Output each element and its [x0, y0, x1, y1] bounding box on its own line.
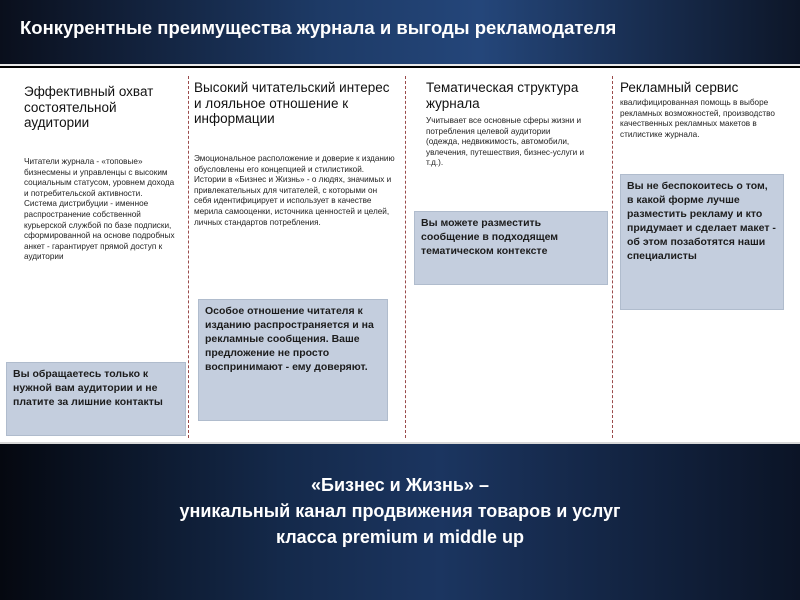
slide-header — [0, 0, 800, 66]
column-4-title: Рекламный сервис — [620, 80, 739, 95]
slide-content — [0, 68, 800, 442]
column-2-title: Высокий читательский интерес и лояльное отношение к информации — [194, 80, 390, 126]
footer-line-2: уникальный канал продвижения товаров и услуг — [179, 501, 621, 521]
column-3-callout: Вы можете разместить сообщение в подходящем тематическом контексте — [414, 211, 608, 285]
column-2-description — [194, 154, 396, 228]
footer-line-3: класса premium и middle up — [275, 527, 524, 547]
column-3-paragraph: Учитывает все основные сферы жизни и потребления целевой аудитории (одежда, недвижимость, автомобили, увлечения, путешествия, бизнес-услуги и т.д.). — [426, 116, 585, 168]
column-divider — [188, 76, 189, 438]
column-1-title: Эффективный охват состоятельной аудитории — [24, 84, 154, 130]
footer-line-1: «Бизнес и Жизнь» – — [311, 475, 489, 495]
column-1-description — [24, 157, 176, 263]
column-4-description — [620, 98, 790, 140]
slide-footer — [0, 442, 800, 600]
column-divider — [405, 76, 406, 438]
column-3-description — [426, 116, 586, 169]
column-1-callout: Вы обращаетесь только к нужной вам аудитории и не платите за лишние контакты — [6, 362, 186, 436]
footer-slogan — [0, 472, 800, 550]
column-2-callout: Особое отношение читателя к изданию распространяется и на рекламные сообщения. Ваше предложение не просто воспринимают - ему доверяют. — [198, 299, 388, 421]
column-3-title: Тематическая структура журнала — [426, 80, 579, 111]
column-1-paragraph: Система дистрибуции - именное распространение собственной курьерской службой по базе подписки, сформированной на основе подробных анкет - гарантирует прямой доступ к аудитории — [24, 199, 175, 262]
slide-title: Конкурентные преимущества журнала и выгоды рекламодателя — [20, 17, 617, 38]
column-4-paragraph: квалифицированная помощь в выборе рекламных возможностей, производство качественных рекламных макетов в стилистике журнала. — [620, 98, 775, 139]
column-4-callout: Вы не беспокоитесь о том, в какой форме лучше разместить рекламу и кто придумает и сделает макет - об этом позаботятся наши специалисты — [620, 174, 784, 310]
column-2-paragraph: Истории в «Бизнес и Жизнь» - о людях, значимых и привлекательных для читателей, с которыми он себя идентифицирует и использует в качестве мерила самооценки, источника ценностей и целей, личных стандартов потребления. — [194, 175, 392, 227]
column-1-paragraph: Читатели журнала - «топовые» бизнесмены и управленцы с высоким социальным статусом, уровнем дохода и потребительской активности. — [24, 157, 175, 198]
column-divider — [612, 76, 613, 438]
column-2-paragraph: Эмоциональное расположение и доверие к изданию обусловлены его концепцией и стилистикой. — [194, 154, 395, 174]
